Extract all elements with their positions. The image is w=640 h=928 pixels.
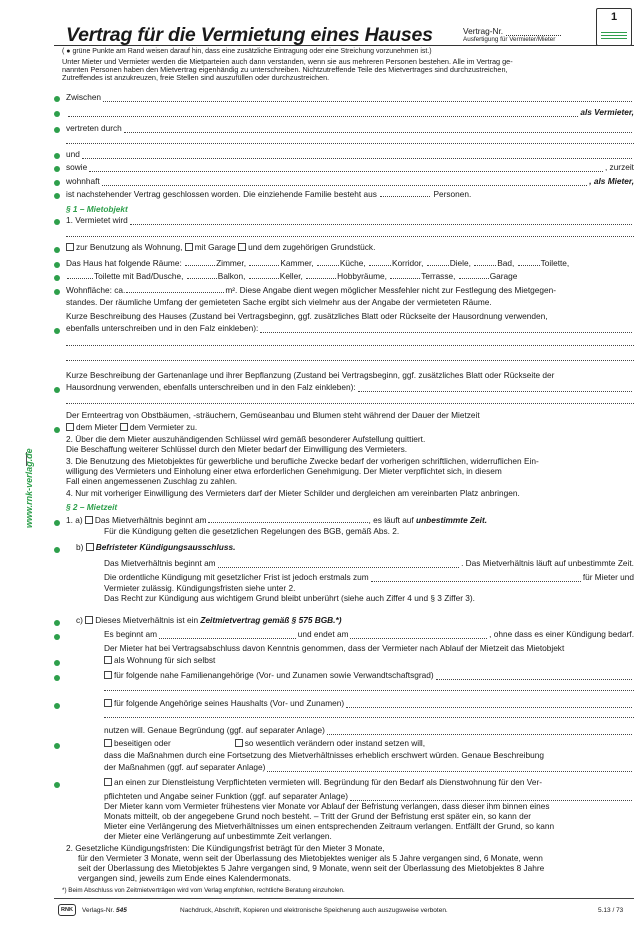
dienst-label: an einen zur Dienstleistung Verpflichteten vermieten will. Begründung für den Bedarf als Dienstwohnung für den Ver- [114, 777, 543, 787]
item-4: 4. Nur mit vorheriger Einwilligung des Vermieters darf der Mieter Schilder und dergleichen am vereinbarten Platz anbringen. [66, 488, 520, 498]
logo-bars [601, 32, 627, 41]
family-row [66, 189, 471, 199]
room-label: Bad, [497, 258, 515, 268]
massnahmen-field[interactable] [267, 764, 632, 772]
option-c-checkbox[interactable] [85, 616, 93, 624]
c-beginn-field[interactable] [159, 631, 296, 639]
option-b-zulaessig: Vermieter zulässig. Kündigungsfristen siehe unter 2. [104, 583, 296, 593]
item-2a: 2. Über die dem Mieter auszuhändigenden Schlüssel wird gemäß besonderer Aufstellung quittiert. [66, 434, 426, 444]
green-dot-icon [54, 96, 60, 102]
option-b-checkbox[interactable] [86, 543, 94, 551]
option-a-kuendigung: Für die Kündigung gelten die gesetzlichen Regelungen des BGB, gemäß Abs. 2. [104, 526, 400, 536]
green-dot-icon [54, 743, 60, 749]
bad-field[interactable] [474, 258, 496, 266]
green-dot-icon [54, 620, 60, 626]
dienst-checkbox[interactable] [104, 778, 112, 786]
option-c-selbst [104, 655, 215, 665]
c-ende-field[interactable] [350, 631, 487, 639]
item-3c: Fall einen angemessenen Zuschlag zu zahlen. [66, 476, 238, 486]
vermietet-row [66, 215, 634, 225]
beschreibung-field[interactable] [260, 325, 632, 333]
rnk-logo-icon: RNK [58, 904, 76, 916]
vertreten-label: vertreten durch [66, 123, 122, 133]
haushalt-checkbox[interactable] [104, 699, 112, 707]
dem-mieter-label: dem Mieter [76, 422, 118, 432]
option-b-row [76, 542, 235, 552]
familie-checkbox[interactable] [104, 671, 112, 679]
wohnflaeche-row [66, 285, 556, 295]
option-c-beseitigen [104, 738, 425, 748]
form-logo [596, 8, 632, 46]
option-a-label: 1. a) [66, 515, 83, 525]
green-dot-icon [54, 166, 60, 172]
raeume-row-2 [66, 271, 517, 281]
green-dot-icon [54, 262, 60, 268]
option-c-label: c) [76, 615, 83, 625]
room-label: Hobbyräume, [337, 271, 387, 281]
garage-count-field[interactable] [459, 271, 489, 279]
option-b-beginn [104, 558, 634, 568]
verlag-nr: 545 [115, 907, 127, 914]
green-dot-icon [54, 427, 60, 433]
option-c-massnahmen-row [104, 762, 634, 772]
hobby-field[interactable] [306, 271, 336, 279]
intro-line-2: nannten Personen haben den Mietvertrag eigenhändig zu unterschreiben. Nichtzutreffende Teile des Mietvertrages sind durchzustreichen, [62, 66, 508, 74]
haushalt-label: für folgende Angehörige seines Haushalts (Vor- und Zunamen) [114, 698, 345, 708]
wohnhaft-label: wohnhaft [66, 176, 100, 186]
green-dot-icon [54, 634, 60, 640]
option-c-text-12: Der Mieter kann vom Vermieter frühestens vier Monate vor Ablauf der Befristung verlangen, dass dieser ihm binnen eines [104, 801, 550, 811]
option-c-kenntnis: Der Mieter hat bei Vertragsabschluss davon Kenntnis genommen, dass der Vermieter nach Ablauf der Mietzeit das Mietobjekt [104, 643, 565, 653]
begruendung-field[interactable] [327, 727, 632, 735]
wohnflaeche-text: m². Diese Angabe dient wegen möglicher Messfehler nicht zur Festlegung des Mietgegen- [225, 285, 557, 295]
room-label: Keller, [279, 271, 303, 281]
personen-label: Personen. [433, 189, 472, 199]
option-c-text: Dieses Mietverhältnis ist ein [95, 615, 199, 625]
contract-number-label: Vertrag-Nr. [463, 26, 561, 36]
option-c-familie [104, 670, 634, 680]
option-c-dienst [104, 777, 542, 787]
room-label: Toilette, [540, 258, 570, 268]
kammer-field[interactable] [249, 258, 279, 266]
wohnflaeche-label: Wohnfläche: ca. [66, 285, 126, 295]
mieter2-field[interactable] [89, 164, 603, 172]
header-rule [54, 45, 634, 46]
garten-field[interactable] [358, 384, 632, 392]
terrasse-field[interactable] [390, 271, 420, 279]
b-kuend-label: Die ordentliche Kündigung mit gesetzlicher Frist ist jedoch erstmals zum [104, 572, 369, 582]
item-3a: 3. Die Benutzung des Mietobjektes für gewerbliche und berufliche Zwecke bedarf der vorherigen schriftlichen, widerruflichen Ein- [66, 456, 539, 466]
green-dot-icon [54, 520, 60, 526]
footnote: *) Beim Abschluss von Zeitmietverträgen wird vom Verlag empfohlen, rechtliche Beratung einzuholen. [62, 887, 345, 894]
beginn-b-field[interactable] [218, 560, 459, 568]
green-dot-icon [54, 247, 60, 253]
zwischen-label: Zwischen [66, 92, 102, 102]
blank-line[interactable] [66, 345, 634, 346]
b-beginn-label: Das Mietverhältnis beginnt am [104, 558, 216, 568]
section-2-heading: § 2 – Mietzeit [66, 502, 118, 512]
sowie-row [66, 162, 634, 172]
geschlossen-text: ist nachstehender Vertrag geschlossen worden. Die einziehende Familie besteht aus [66, 189, 377, 199]
als-mieter-label: , als Mieter, [589, 176, 634, 186]
garten-row [66, 382, 634, 392]
intro-line-3: Zutreffendes ist anzukreuzen, freie Stellen sind auszufüllen oder durchzustreichen. [62, 74, 330, 82]
zurzeit-label: , zurzeit [604, 162, 634, 172]
publisher-url[interactable]: www.rnk-verlag.de [24, 448, 34, 528]
green-dot-icon [54, 782, 60, 788]
option-c-funktion [104, 791, 634, 801]
sowie-label: sowie [66, 162, 88, 172]
dem-vermieter-label: dem Vermieter zu. [129, 422, 198, 432]
zeitmietvertrag-label: Zeitmietvertrag gemäß § 575 BGB.*) [200, 615, 342, 625]
room-label: Balkon, [217, 271, 246, 281]
legend-note: ( ● grüne Punkte am Rand weisen darauf hin, dass eine zusätzliche Eintragung oder eine Streichung vorzunehmen ist.) [62, 48, 432, 55]
erstmals-field[interactable] [371, 574, 581, 582]
grundstueck-checkbox[interactable] [238, 243, 246, 251]
zwischen-row [66, 92, 634, 102]
c-dates-rest: , ohne dass es einer Kündigung bedarf. [489, 629, 635, 639]
wohnflaeche-field[interactable] [126, 285, 224, 293]
form-code: 5.13 / 73 [598, 907, 624, 914]
option-c-row [76, 615, 341, 625]
beschreibung-text-2: ebenfalls unterschreiben und in den Falz einkleben): [66, 323, 259, 333]
green-dot-icon [54, 127, 60, 133]
b-kuend-rest: für Mieter und [582, 572, 634, 582]
verlag-number [82, 907, 127, 914]
ertrag-text: Der Ernteertrag von Obstbäumen, -sträuchern, Gemüseanbau und Blumen steht während der Dauer der Mietzeit [66, 410, 480, 420]
beschreibung-text-1: Kurze Beschreibung des Hauses (Zustand bei Vertragsbeginn, ggf. zusätzliches Blatt oder Rückseite der Hausordnung verwenden, [66, 311, 548, 321]
beschreibung-row [66, 323, 634, 333]
option-a-row [66, 515, 487, 525]
balkon-field[interactable] [187, 271, 217, 279]
blank-line[interactable] [66, 360, 634, 361]
option-c-text-13: Monats mitteilt, ob der angegebene Grund noch besteht. – Tritt der Grund der Befristung erst später ein, so kann der [104, 811, 532, 821]
vermieter-name-field[interactable] [103, 94, 632, 102]
option-c-text-14: Mieter eine Verlängerung des Mietverhältnisses um einen entsprechenden Zeitraum verlangen. Entfällt der Grund, so kann [104, 821, 555, 831]
beseitigen-checkbox[interactable] [104, 739, 112, 747]
garten-text-1: Kurze Beschreibung der Gartenanlage und ihrer Bepflanzung (Zustand bei Vertragsbeginn, ggf. zusätzliches Blatt oder Rückseite der [66, 370, 555, 380]
b-beginn-rest: . Das Mietverhältnis läuft auf unbestimmte Zeit. [461, 558, 634, 568]
vermieter-address-field[interactable] [68, 109, 578, 117]
als-vermieter-label: als Vermieter, [580, 107, 634, 117]
green-dot-icon [54, 193, 60, 199]
c-beginn-label: Es beginnt am [104, 629, 158, 639]
verlag-label: Verlags-Nr. [82, 907, 115, 914]
option-a-text: Das Mietverhältnis beginnt am [94, 515, 207, 525]
und-row [66, 149, 634, 159]
room-label: Terrasse, [421, 271, 456, 281]
c-ende-label: und endet am [297, 629, 349, 639]
option-c-nutzen [104, 725, 634, 735]
intro-line-1: Unter Mieter und Vermieter werden die Mietparteien auch dann verstanden, wenn sie aus mehreren Personen bestehen. Alle im Vertrag ge- [62, 58, 513, 66]
option-b-label: b) [76, 542, 84, 552]
toilette-bad-field[interactable] [67, 271, 93, 279]
room-label: Garage [489, 271, 518, 281]
garage-checkbox[interactable] [185, 243, 193, 251]
room-label: Küche, [339, 258, 366, 268]
mieter1-field[interactable] [82, 151, 632, 159]
kuendigung-text-1: 2. Gesetzliche Kündigungsfristen: Die Kündigungsfrist beträgt für den Mieter 3 Monate, [66, 843, 385, 853]
wohnhaft-row [66, 176, 634, 186]
kuendigung-text-2: für den Vermieter 3 Monate, wenn seit der Überlassung des Mietobjektes weniger als 5 Jahre vergangen sind, 6 Monate, wenn [78, 853, 543, 863]
raeume-row-1 [66, 258, 569, 268]
room-label: Diele, [449, 258, 471, 268]
option-b-heading: Befristeter Kündigungsausschluss. [95, 542, 236, 552]
korridor-field[interactable] [369, 258, 391, 266]
dem-vermieter-checkbox[interactable] [120, 423, 128, 431]
und-label: und [66, 149, 80, 159]
vermieter-row [66, 107, 634, 117]
nutzen-label: nutzen will. Genaue Begründung (ggf. auf separater Anlage) [104, 725, 325, 735]
vermietet-label: 1. Vermietet wird [66, 215, 128, 225]
green-dot-icon [54, 219, 60, 225]
blank-line[interactable] [104, 717, 634, 718]
massnahmen-label: der Maßnahmen (ggf. auf separater Anlage) [104, 762, 266, 772]
option-b-kuend [104, 572, 634, 582]
vertreten-row [66, 123, 634, 133]
unbestimmte-zeit-label: unbestimmte Zeit. [416, 515, 488, 525]
green-dot-icon [54, 328, 60, 334]
item-2b: Die Beschaffung weiterer Schlüssel durch den Mieter bedarf der Einwilligung des Vermieters. [66, 444, 408, 454]
kuendigung-text-4: vergangen sind, jeweils zum Ende eines Kalendermonats. [78, 873, 292, 883]
familie-field[interactable] [436, 672, 632, 680]
wohnhaft-field[interactable] [102, 178, 588, 186]
toilette-field[interactable] [518, 258, 540, 266]
funktion-label: pflichteten und Angabe seiner Funktion (ggf. auf separater Anlage) [104, 791, 349, 801]
benutzung-row [66, 242, 375, 252]
raeume-label: Das Haus hat folgende Räume: [66, 258, 182, 268]
dem-mieter-checkbox[interactable] [66, 423, 74, 431]
kuendigung-text-3: seit der Überlassung des Mietobjektes 5 Jahre vergangen sind, 9 Monate, wenn seit der Überlassung des Mietobjektes 8 Jahre [78, 863, 545, 873]
option-b-recht: Das Recht zur Kündigung aus wichtigem Grund bleibt unberührt (siehe auch Ziffer 4 und § 3 Ziffer 3). [104, 593, 475, 603]
selbst-label: als Wohnung für sich selbst [114, 655, 216, 665]
room-label: Korridor, [392, 258, 424, 268]
green-dot-icon [54, 153, 60, 159]
zimmer-field[interactable] [185, 258, 215, 266]
ertrag-options [66, 422, 197, 432]
option-c-text-15: der Mieter eine Verlängerung auf unbestimmte Zeit verlangen. [104, 831, 332, 841]
funktion-field[interactable] [350, 793, 632, 801]
option-c-haushalt [104, 698, 634, 708]
copy-note: Ausfertigung für Vermieter/Mieter [463, 36, 556, 43]
beginn-a-field[interactable] [208, 515, 368, 523]
footer-rule [54, 898, 634, 899]
green-dot-icon [54, 180, 60, 186]
beseitigen-label: beseitigen oder [114, 738, 171, 748]
green-dot-icon [54, 547, 60, 553]
option-c-dates [104, 629, 634, 639]
benutzung-label: zur Benutzung als Wohnung, [76, 242, 183, 252]
haushalt-field[interactable] [346, 700, 632, 708]
green-dot-icon [54, 660, 60, 666]
veraendern-label: so wesentlich verändern oder instand setzen will, [244, 738, 426, 748]
garten-text-2: Hausordnung verwenden, ebenfalls unterschreiben und in den Falz einkleben): [66, 382, 356, 392]
vermietet-field[interactable] [130, 217, 632, 225]
option-c-massnahmen: dass die Maßnahmen durch eine Fortsetzung des Mietverhältnisses erheblich erschwert würden. Genaue Beschreibung [104, 750, 544, 760]
option-a-checkbox[interactable] [85, 516, 93, 524]
green-dot-icon [54, 675, 60, 681]
green-dot-icon [54, 289, 60, 295]
garage-label: mit Garage [194, 242, 236, 252]
form-number: 1 [610, 11, 618, 23]
room-label: Toilette mit Bad/Dusche, [94, 271, 184, 281]
section-1-heading: § 1 – Mietobjekt [66, 204, 128, 214]
option-a-rest: , es läuft auf [368, 515, 414, 525]
green-dot-icon [54, 703, 60, 709]
green-dot-icon [54, 275, 60, 281]
standes-text: standes. Der räumliche Umfang der gemieteten Sache ergibt sich vielmehr aus der Angabe der vermieteten Räume. [66, 297, 492, 307]
blank-line[interactable] [66, 403, 634, 404]
blank-line[interactable] [104, 690, 634, 691]
kueche-field[interactable] [317, 258, 339, 266]
rights-notice: Nachdruck, Abschrift, Kopieren und elektronische Speicherung auch auszugsweise verboten. [180, 907, 448, 914]
page-title: Vertrag für die Vermietung eines Hauses [66, 24, 433, 46]
diele-field[interactable] [427, 258, 449, 266]
personen-count-field[interactable] [380, 189, 430, 197]
room-label: Kammer, [280, 258, 314, 268]
wohnung-checkbox[interactable] [66, 243, 74, 251]
blank-line[interactable] [66, 236, 634, 237]
keller-field[interactable] [249, 271, 279, 279]
selbst-checkbox[interactable] [104, 656, 112, 664]
veraendern-checkbox[interactable] [235, 739, 243, 747]
green-dot-icon [54, 111, 60, 117]
green-dot-icon [54, 387, 60, 393]
grundstueck-label: und dem zugehörigen Grundstück. [248, 242, 376, 252]
familie-label: für folgende nahe Familienangehörige (Vor- und Zunamen sowie Verwandtschaftsgrad) [114, 670, 434, 680]
item-3b: willigung des Vermieters und Einholung einer etwa erforderlichen Genehmigung. Der Mieter verpflichtet sich, in diesem [66, 466, 502, 476]
blank-line[interactable] [66, 143, 634, 144]
room-label: Zimmer, [216, 258, 247, 268]
vertreten-field[interactable] [124, 125, 632, 133]
